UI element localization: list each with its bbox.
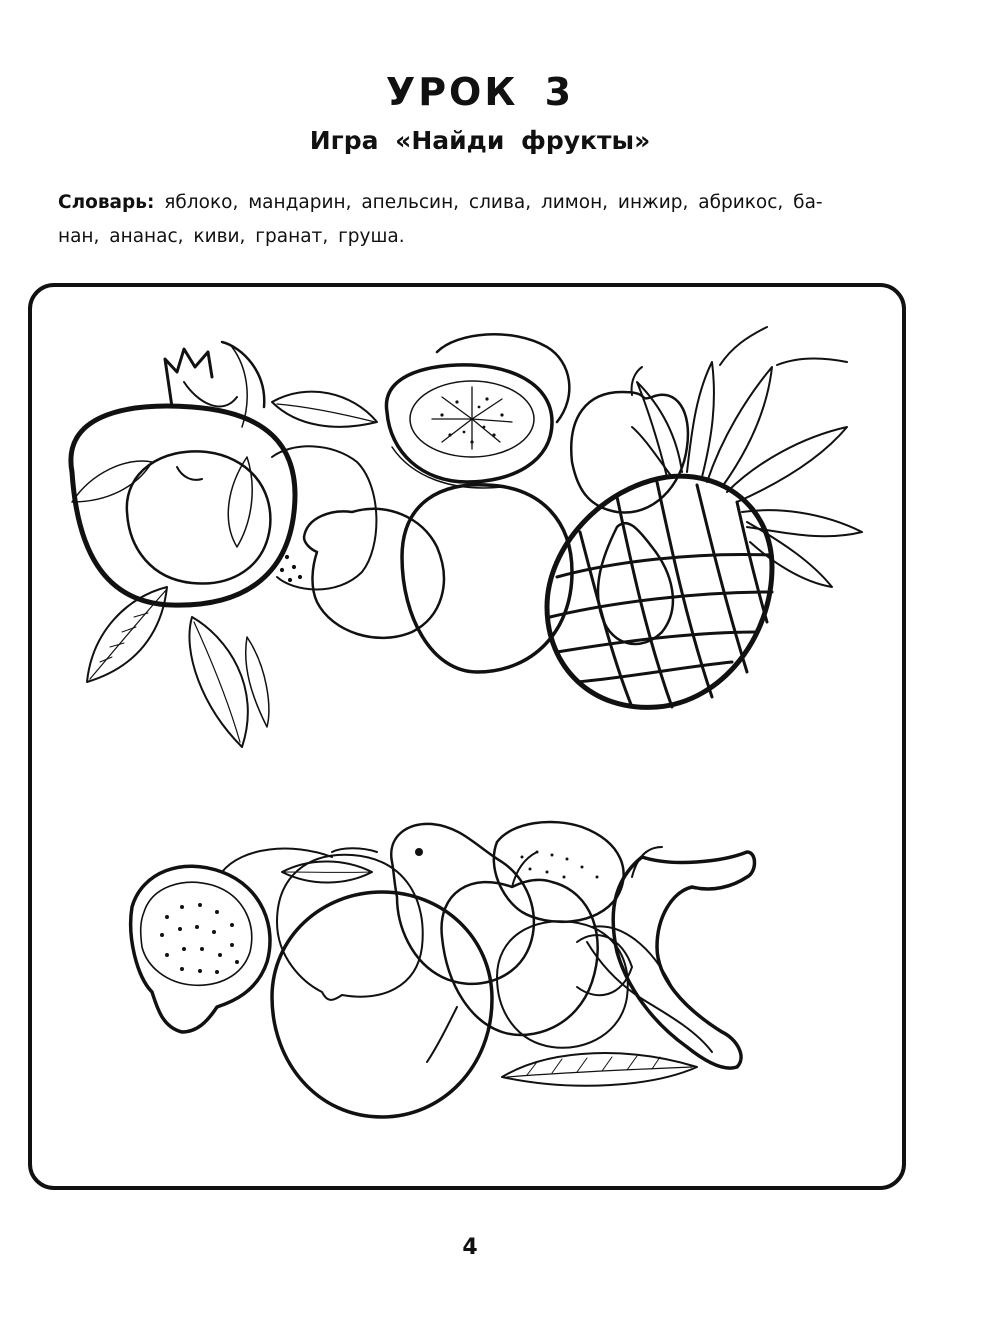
vocabulary-paragraph (58, 186, 918, 254)
vocabulary-words-2: нан, ананас, киви, гранат, груша. (58, 226, 405, 247)
page-number: 4 (462, 1235, 478, 1260)
orange-icon (272, 892, 492, 1117)
plum-icon (402, 485, 572, 672)
pineapple-icon (547, 327, 862, 707)
lemon-icon (304, 509, 444, 638)
mandarin-icon (272, 446, 376, 589)
fig-icon (131, 866, 270, 1032)
apple-icon-lower (427, 852, 598, 1062)
banana-icon (587, 847, 755, 1068)
kiwi-icon (386, 334, 569, 488)
game-title: Игра «Найди фрукты» (309, 126, 651, 155)
fruit-illustration (32, 287, 902, 1186)
vocabulary-words-1: яблоко, мандарин, апельсин, слива, лимон, инжир, абрикос, ба- (164, 192, 823, 213)
vocabulary-label: Словарь: (58, 192, 155, 213)
plum-icon-lower (497, 921, 628, 1048)
fruit-picture-frame (28, 283, 906, 1190)
lesson-title: УРОК 3 (385, 70, 575, 114)
leaf-icon (72, 392, 377, 747)
vocabulary-line-1 (58, 186, 918, 220)
